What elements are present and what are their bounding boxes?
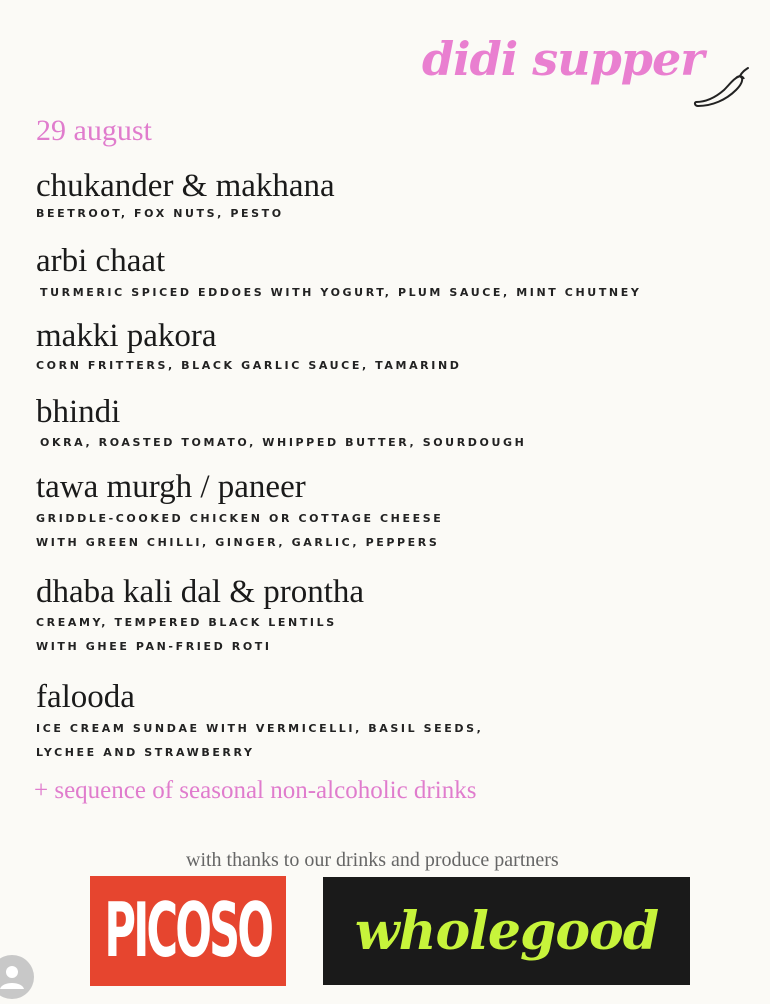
dish-description: GRIDDLE-COOKED CHICKEN OR COTTAGE CHEESE: [36, 512, 444, 525]
menu-title: didi supper: [422, 32, 704, 86]
dish-name: tawa murgh / paneer: [36, 469, 306, 505]
dish-name: makki pakora: [36, 318, 217, 354]
wholegood-logo: [323, 877, 690, 985]
wholegood-logo-text: wholegood: [354, 900, 659, 962]
partners-thanks: with thanks to our drinks and produce partners: [186, 849, 559, 871]
avatar-icon[interactable]: [0, 955, 34, 999]
dish-description: WITH GHEE PAN-FRIED ROTI: [36, 640, 272, 653]
picoso-logo-text: PICOSO: [104, 887, 272, 975]
dish-description: ICE CREAM SUNDAE WITH VERMICELLI, BASIL SEEDS,: [36, 722, 484, 735]
dish-description: LYCHEE AND STRAWBERRY: [36, 746, 255, 759]
dish-description: WITH GREEN CHILLI, GINGER, GARLIC, PEPPERS: [36, 536, 440, 549]
dish-description: CORN FRITTERS, BLACK GARLIC SAUCE, TAMARIND: [36, 359, 462, 372]
dish-description: BEETROOT, FOX NUTS, PESTO: [36, 207, 284, 220]
dish-name: chukander & makhana: [36, 168, 335, 204]
event-date: 29 august: [36, 114, 152, 147]
dish-description: CREAMY, TEMPERED BLACK LENTILS: [36, 616, 337, 629]
dish-name: arbi chaat: [36, 243, 166, 279]
person-icon: [0, 955, 34, 999]
dish-name: falooda: [36, 679, 135, 715]
dish-name: dhaba kali dal & prontha: [36, 574, 365, 610]
dish-name: bhindi: [36, 394, 121, 430]
picoso-logo: [90, 876, 286, 986]
chili-icon: [690, 66, 752, 108]
dish-description: OKRA, ROASTED TOMATO, WHIPPED BUTTER, SOURDOUGH: [40, 436, 527, 449]
dish-description: TURMERIC SPICED EDDOES WITH YOGURT, PLUM SAUCE, MINT CHUTNEY: [40, 286, 642, 299]
drinks-note: + sequence of seasonal non-alcoholic drinks: [34, 777, 477, 804]
